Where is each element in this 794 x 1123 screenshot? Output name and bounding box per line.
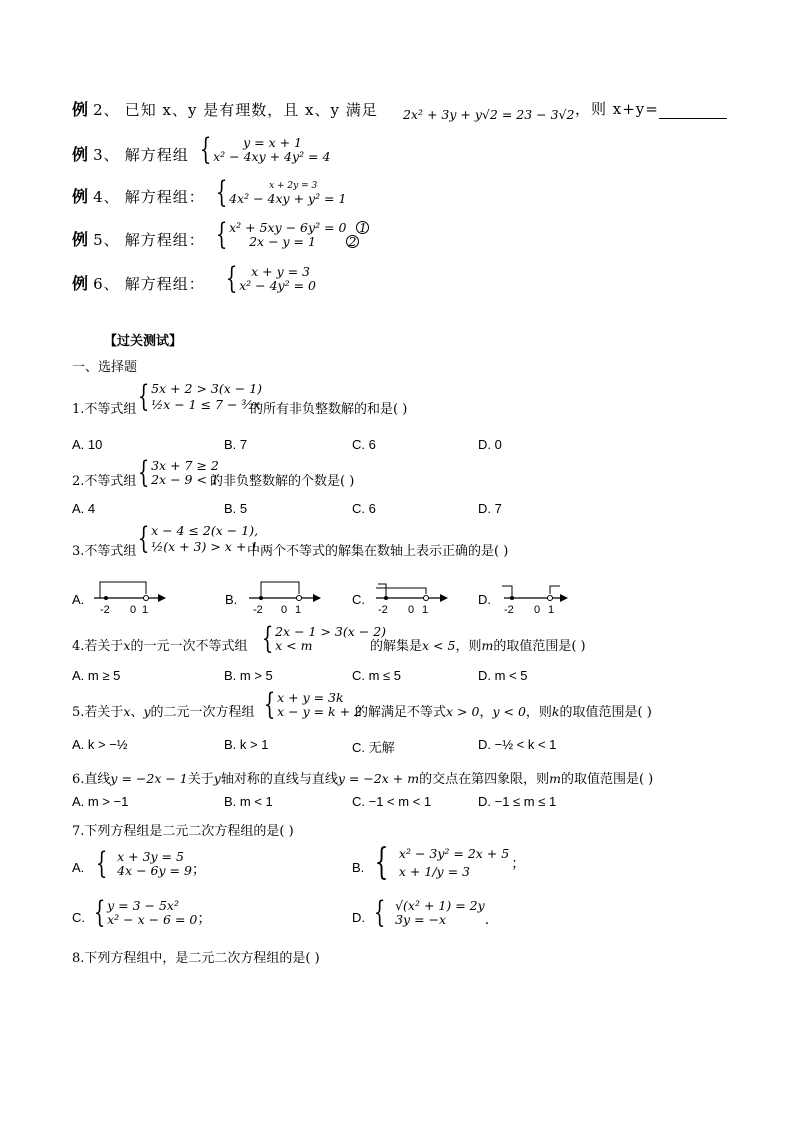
tick-label: 0 — [281, 604, 288, 616]
q6-option-a[interactable]: A. m > −1 — [72, 794, 129, 809]
example-4-system: { x + 2y = 3 4x² − 4xy + y² = 1 — [215, 175, 347, 210]
q4-option-c[interactable]: C. m ≤ 5 — [352, 668, 402, 683]
brace-icon: { — [373, 895, 386, 930]
number-line-b — [243, 576, 323, 616]
q2-option-b[interactable]: B. 5 — [224, 501, 248, 516]
q5-tail: 的解满足不等式x > 0，y < 0，则k的取值范围是( ) — [355, 704, 652, 720]
brace-icon: { — [137, 379, 150, 414]
q4-line: 4.若关于x的一元一次不等式组 — [72, 638, 248, 654]
q4-tail: 的解集是x < 5，则m的取值范围是( ) — [370, 638, 586, 654]
q7-system-b: { x² − 3y² = 2x + 5 x + 1/y = 3 ； — [374, 842, 526, 883]
q3-system: { x − 4 ≤ 2(x − 1), ½(x + 3) > x + 1 — [137, 521, 259, 556]
q5-line: 5.若关于x、y的二元一次方程组 — [72, 704, 255, 720]
brace-icon: { — [215, 175, 228, 210]
brace-icon: { — [95, 846, 108, 881]
circled-1: 1 — [356, 221, 369, 234]
tick-label: 1 — [422, 604, 429, 616]
test-heading: 【过关测试】 — [104, 334, 183, 349]
tick-label: 1 — [548, 604, 555, 616]
q6-line: 6.直线y = −2x − 1关于y轴对称的直线与直线y = −2x + m的交点在第四象限，则m的取值范围是( ) — [72, 771, 654, 787]
number-line-d — [498, 576, 578, 616]
brace-icon: { — [374, 842, 389, 883]
tick-label: 0 — [130, 604, 137, 616]
q3-option-c[interactable]: C. — [352, 592, 365, 607]
circled-2: 2 — [346, 235, 359, 248]
q8-text: 8.下列方程组中，是二元二次方程组的是( ) — [72, 951, 320, 966]
q6-option-d[interactable]: D. −1 ≤ m ≤ 1 — [478, 794, 557, 809]
brace-icon: { — [215, 217, 228, 252]
example-2-equation: 2x² + 3y + y√2 = 23 − 3√2 — [403, 107, 575, 122]
q7-system-c: { y = 3 − 5x² x² − x − 6 = 0 ； — [93, 895, 212, 930]
q4-option-d[interactable]: D. m < 5 — [478, 668, 528, 683]
tick-label: -2 — [378, 604, 388, 616]
brace-icon: { — [225, 261, 238, 296]
example-4: 例 4、 解方程组： — [72, 187, 205, 206]
q7-option-a[interactable]: A. — [72, 860, 85, 875]
number-line-a — [88, 576, 168, 616]
q4-option-b[interactable]: B. m > 5 — [224, 668, 273, 683]
tick-label: 1 — [295, 604, 302, 616]
q7-option-c[interactable]: C. — [72, 910, 85, 925]
q7-option-b[interactable]: B. — [352, 860, 365, 875]
q2-option-c[interactable]: C. 6 — [352, 501, 376, 516]
q4-system: { 2x − 1 > 3(x − 2) x < m — [261, 621, 387, 656]
tick-label: -2 — [100, 604, 110, 616]
q7-option-d[interactable]: D. — [352, 910, 365, 925]
q3-post: 中两个不等式的解集在数轴上表示正确的是( ) — [247, 544, 509, 559]
q3-option-d[interactable]: D. — [478, 592, 491, 607]
example-5-system: { x² + 5xy − 6y² = 0 1 2x − y = 1 2 — [212, 220, 369, 250]
q2-pre: 2.不等式组 — [72, 474, 137, 489]
tick-label: 0 — [408, 604, 415, 616]
q5-option-c[interactable]: C. 无解 — [352, 740, 395, 755]
q2-option-a[interactable]: A. 4 — [72, 501, 96, 516]
q2-system: { 3x + 7 ≥ 2 2x − 9 < 1 — [137, 455, 219, 490]
section-title: 一、选择题 — [72, 360, 138, 375]
q1-pre: 1.不等式组 — [72, 402, 137, 417]
q7-system-d: { √(x² + 1) = 2y 3y = −x . — [373, 895, 490, 930]
q1-option-b[interactable]: B. 7 — [224, 437, 248, 452]
q3-option-a[interactable]: A. — [72, 592, 85, 607]
example-2: 例 2、 已知 x、y 是有理数，且 x、y 满足 — [72, 100, 378, 119]
example-3: 例 3、 解方程组 — [72, 145, 189, 164]
example-3-system: { y = x + 1 x² − 4xy + 4y² = 4 — [199, 132, 331, 167]
q1-option-d[interactable]: D. 0 — [478, 437, 502, 452]
example-6: 例 6、 解方程组： — [72, 274, 205, 293]
brace-icon: { — [93, 895, 106, 930]
brace-icon: { — [261, 621, 274, 656]
q2-post: 的非负整数解的个数是( ) — [210, 474, 355, 489]
q4-option-a[interactable]: A. m ≥ 5 — [72, 668, 121, 683]
q6-option-b[interactable]: B. m < 1 — [224, 794, 273, 809]
example-5: 例 5、 解方程组： — [72, 230, 205, 249]
number-line-c — [370, 576, 450, 616]
q5-option-d[interactable]: D. −½ < k < 1 — [478, 737, 557, 752]
q7-text: 7.下列方程组是二元二次方程组的是( ) — [72, 824, 294, 839]
tick-label: -2 — [253, 604, 263, 616]
answer-blank[interactable] — [659, 104, 727, 119]
q5-option-b[interactable]: B. k > 1 — [224, 737, 269, 752]
q5-system: { x + y = 3k x − y = k + 2 — [263, 687, 362, 722]
brace-icon: { — [137, 455, 150, 490]
q3-pre: 3.不等式组 — [72, 544, 137, 559]
q6-option-c[interactable]: C. −1 < m < 1 — [352, 794, 432, 809]
q5-option-a[interactable]: A. k > −½ — [72, 737, 128, 752]
example-6-system: { x + y = 3 x² − 4y² = 0 — [225, 261, 316, 296]
q1-option-a[interactable]: A. 10 — [72, 437, 103, 452]
q2-option-d[interactable]: D. 7 — [478, 501, 502, 516]
brace-icon: { — [263, 687, 276, 722]
q1-option-c[interactable]: C. 6 — [352, 437, 376, 452]
q3-option-b[interactable]: B. — [225, 592, 238, 607]
q7-system-a: { x + 3y = 5 4x − 6y = 9 ； — [95, 846, 206, 881]
brace-icon: { — [199, 132, 212, 167]
tick-label: 0 — [534, 604, 541, 616]
brace-icon: { — [137, 521, 150, 556]
tick-label: 1 — [142, 604, 149, 616]
q1-post: 的所有非负整数解的和是( ) — [250, 402, 408, 417]
q1-system: { 5x + 2 > 3(x − 1) ½x − 1 ≤ 7 − ³⁄₂x — [137, 379, 263, 414]
tick-label: -2 — [504, 604, 514, 616]
example-2-tail: ，则 x+y= — [575, 98, 727, 119]
